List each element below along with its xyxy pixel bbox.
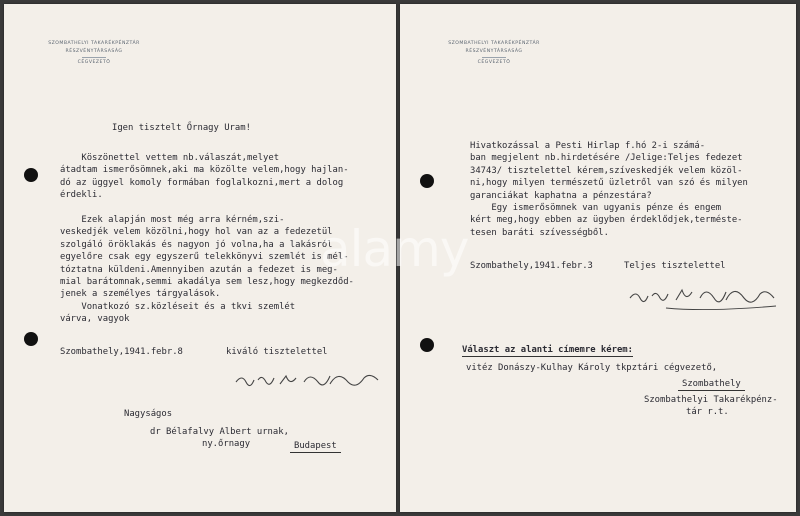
letter-line: érdekli.: [60, 190, 103, 201]
letter-line: átadtam ismerősömnek,aki ma közölte velem,hogy hajlan-: [60, 165, 349, 176]
letter-line: Egy ismerősömnek van ugyanis pénze és engem: [470, 203, 722, 214]
letterhead-line2: RÉSZVÉNYTÁRSASÁG: [465, 49, 523, 54]
letterhead-left: [44, 40, 144, 67]
letter-line: várva, vagyok: [60, 314, 130, 325]
letter-line: Vonatkozó sz.közléseit és a tkvi szemlét: [60, 301, 296, 312]
letter-line: tesen baráti szívességből.: [470, 227, 609, 238]
recipient-title: ny.őrnagy: [202, 439, 251, 449]
letter-line: egyelőre csak egy egyszerű telekkönyvi szemlét is mél-: [60, 252, 349, 263]
punch-hole: [420, 338, 434, 352]
reply-name: vitéz Donászy-Kulhay Károly tkpztári cégvezető,: [466, 363, 718, 373]
recipient-greeting: Nagyságos: [124, 409, 173, 419]
letter-body-left: [60, 152, 354, 326]
letterhead-rule: [82, 57, 106, 58]
letter-line: 34743/ tisztelettel kérem,szíveskedjék velem közöl-: [470, 165, 743, 176]
letter-line: ban megjelent nb.hirdetésére /Jelige:Teljes fedezet: [470, 153, 743, 164]
punch-hole: [24, 168, 38, 182]
letter-line: veskedjék velem közölni,hogy hol van az a fedezetül: [60, 227, 333, 238]
watermark: alamy: [320, 220, 469, 278]
recipient-city: Budapest: [290, 440, 341, 453]
handwritten-signature: [626, 280, 786, 316]
handwritten-signature: [232, 366, 392, 394]
letter-line: ni,hogy milyen természetű üzletről van szó és milyen: [470, 178, 748, 189]
punch-hole: [24, 332, 38, 346]
letterhead-line2: RÉSZVÉNYTÁRSASÁG: [65, 49, 123, 54]
closing: kiváló tisztelettel: [226, 347, 328, 357]
letter-line: [60, 202, 354, 214]
letter-line: kért meg,hogy ebben az ügyben érdeklődjek,terméste-: [470, 215, 743, 226]
letter-line: Hivatkozással a Pesti Hirlap f.hó 2-i számá-: [470, 141, 706, 151]
letter-line: garanciákat kaphatna a pénzestára?: [470, 190, 652, 201]
letterhead-line3: CÉGVEZETŐ: [477, 60, 511, 65]
reply-heading: Választ az alanti címemre kérem:: [462, 344, 633, 357]
place-date: Szombathely,1941.febr.8: [60, 347, 183, 357]
salutation: Igen tisztelt Őrnagy Uram!: [112, 123, 251, 133]
letterhead-line3: CÉGVEZETŐ: [77, 60, 111, 65]
letterhead-right: [440, 40, 548, 67]
reply-org-line2: tár r.t.: [686, 407, 729, 417]
letter-line: jenek a személyes tárgyalások.: [60, 289, 221, 300]
letter-line: Ezek alapján most még arra kérném,szi-: [60, 215, 285, 226]
letterhead-line1: SZOMBATHELYI TAKARÉKPÉNZTÁR: [448, 41, 540, 46]
place-date: Szombathely,1941.febr.3: [470, 261, 593, 271]
letter-line: szolgáló öröklakás és nagyon jó volna,ha a lakásról: [60, 239, 333, 250]
letter-line: mial barátomnak,semmi akadálya sem lesz,hogy megkezdőd-: [60, 277, 354, 288]
letter-line: tóztatna küldeni.Amennyiben azután a fedezet is meg-: [60, 264, 338, 275]
letter-line: dó az üggyel komoly formában foglalkozni,mert a dolog: [60, 177, 344, 188]
closing: Teljes tisztelettel: [624, 261, 726, 271]
reply-city: Szombathely: [678, 378, 745, 391]
letterhead-line1: SZOMBATHELYI TAKARÉKPÉNZTÁR: [48, 41, 140, 46]
recipient-name: dr Bélafalvy Albert urnak,: [150, 427, 289, 437]
punch-hole: [420, 174, 434, 188]
letter-body-right: [470, 140, 748, 239]
reply-org-line1: Szombathelyi Takarékpénz-: [644, 395, 778, 405]
letterhead-rule: [482, 57, 506, 58]
letter-line: Köszönettel vettem nb.válaszát,melyet: [60, 153, 280, 163]
